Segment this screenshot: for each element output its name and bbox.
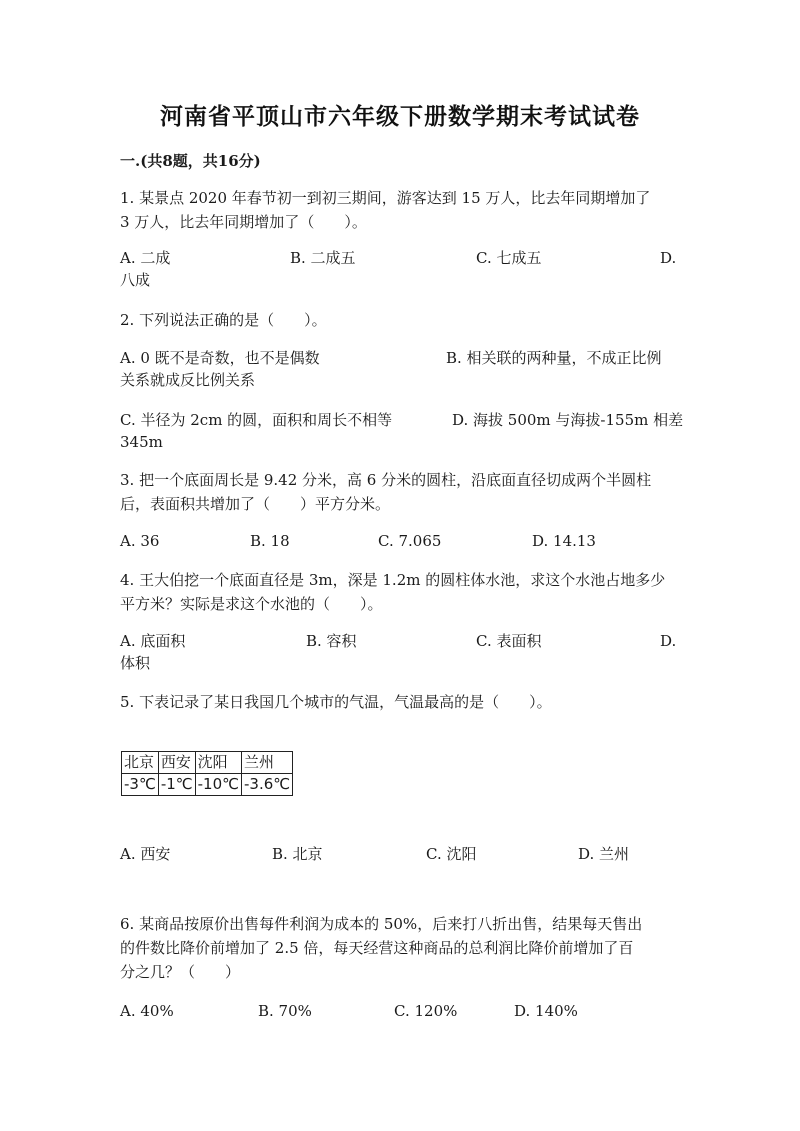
question-4-option-d-text: 体积 [120,654,151,672]
table-cell-temp: -10℃ [195,774,241,796]
question-6-stem [120,912,680,984]
question-5-option-a: A. 西安 [120,845,171,863]
question-6-option-c: C. 120% [394,1002,458,1020]
table-cell-city: 西安 [158,752,195,774]
question-3-option-c: C. 7.065 [378,532,442,550]
question-1-option-b: B. 二成五 [290,249,356,267]
question-1-stem [120,186,680,234]
question-2-option-c: C. 半径为 2cm 的圆，面积和周长不相等 [120,411,393,429]
question-4-option-a: A. 底面积 [120,632,186,650]
question-1-line-2: 3 万人，比去年同期增加了（ ）。 [120,213,367,231]
question-6-option-b: B. 70% [258,1002,312,1020]
question-2-stem: 2. 下列说法正确的是（ ）。 [120,311,327,329]
table-cell-temp: -3℃ [122,774,159,796]
question-3-option-d: D. 14.13 [532,532,596,550]
table-cell-city: 北京 [122,752,159,774]
question-3-line-1: 3. 把一个底面周长是 9.42 分米，高 6 分米的圆柱，沿底面直径切成两个半圆柱 [120,471,652,489]
section-heading: 一.(共8题，共16分) [120,152,261,170]
page-title: 河南省平顶山市六年级下册数学期末考试试卷 [160,103,640,130]
question-4-stem [120,568,680,616]
table-cell-city: 沈阳 [195,752,241,774]
question-4-option-b: B. 容积 [306,632,357,650]
question-6-line-1: 6. 某商品按原价出售每件利润为成本的 50%，后来打八折出售，结果每天售出 [120,915,643,933]
table-row-cities [122,752,293,774]
table-cell-city: 兰州 [241,752,292,774]
question-2-option-b: B. 相关联的两种量，不成正比例 [446,349,662,367]
question-3-option-b: B. 18 [250,532,290,550]
question-4-option-c: C. 表面积 [476,632,542,650]
question-6-line-2: 的件数比降价前增加了 2.5 倍，每天经营这种商品的总利润比降价前增加了百 [120,939,634,957]
temperature-table [121,751,293,796]
question-1-option-a: A. 二成 [120,249,171,267]
question-1-option-d: D. [660,249,677,267]
question-2-option-d-text: 345m [120,433,163,451]
question-5-option-d: D. 兰州 [578,845,630,863]
question-4-option-d: D. [660,632,677,650]
table-row-temperatures [122,774,293,796]
question-3-line-2: 后，表面积共增加了（ ）平方分米。 [120,495,391,513]
table-cell-temp: -1℃ [158,774,195,796]
question-5-stem: 5. 下表记录了某日我国几个城市的气温，气温最高的是（ ）。 [120,693,552,711]
question-1-line-1: 1. 某景点 2020 年春节初一到初三期间，游客达到 15 万人，比去年同期增加了 [120,189,651,207]
question-2-option-d: D. 海拔 500m 与海拔-155m 相差 [452,411,684,429]
question-6-line-3: 分之几？（ ） [120,963,241,981]
question-2-option-a: A. 0 既不是奇数，也不是偶数 [120,349,320,367]
table-cell-temp: -3.6℃ [241,774,292,796]
question-3-stem [120,468,680,516]
question-5-option-b: B. 北京 [272,845,323,863]
question-2-option-b-text: 关系就成反比例关系 [120,371,256,389]
question-6-option-a: A. 40% [120,1002,174,1020]
question-5-option-c: C. 沈阳 [426,845,477,863]
question-6-option-d: D. 140% [514,1002,578,1020]
question-1-option-c: C. 七成五 [476,249,542,267]
question-4-line-2: 平方米？实际是求这个水池的（ ）。 [120,595,383,613]
question-1-option-d-text: 八成 [120,271,151,289]
question-3-option-a: A. 36 [120,532,160,550]
question-4-line-1: 4. 王大伯挖一个底面直径是 3m，深是 1.2m 的圆柱体水池，求这个水池占地多少 [120,571,666,589]
